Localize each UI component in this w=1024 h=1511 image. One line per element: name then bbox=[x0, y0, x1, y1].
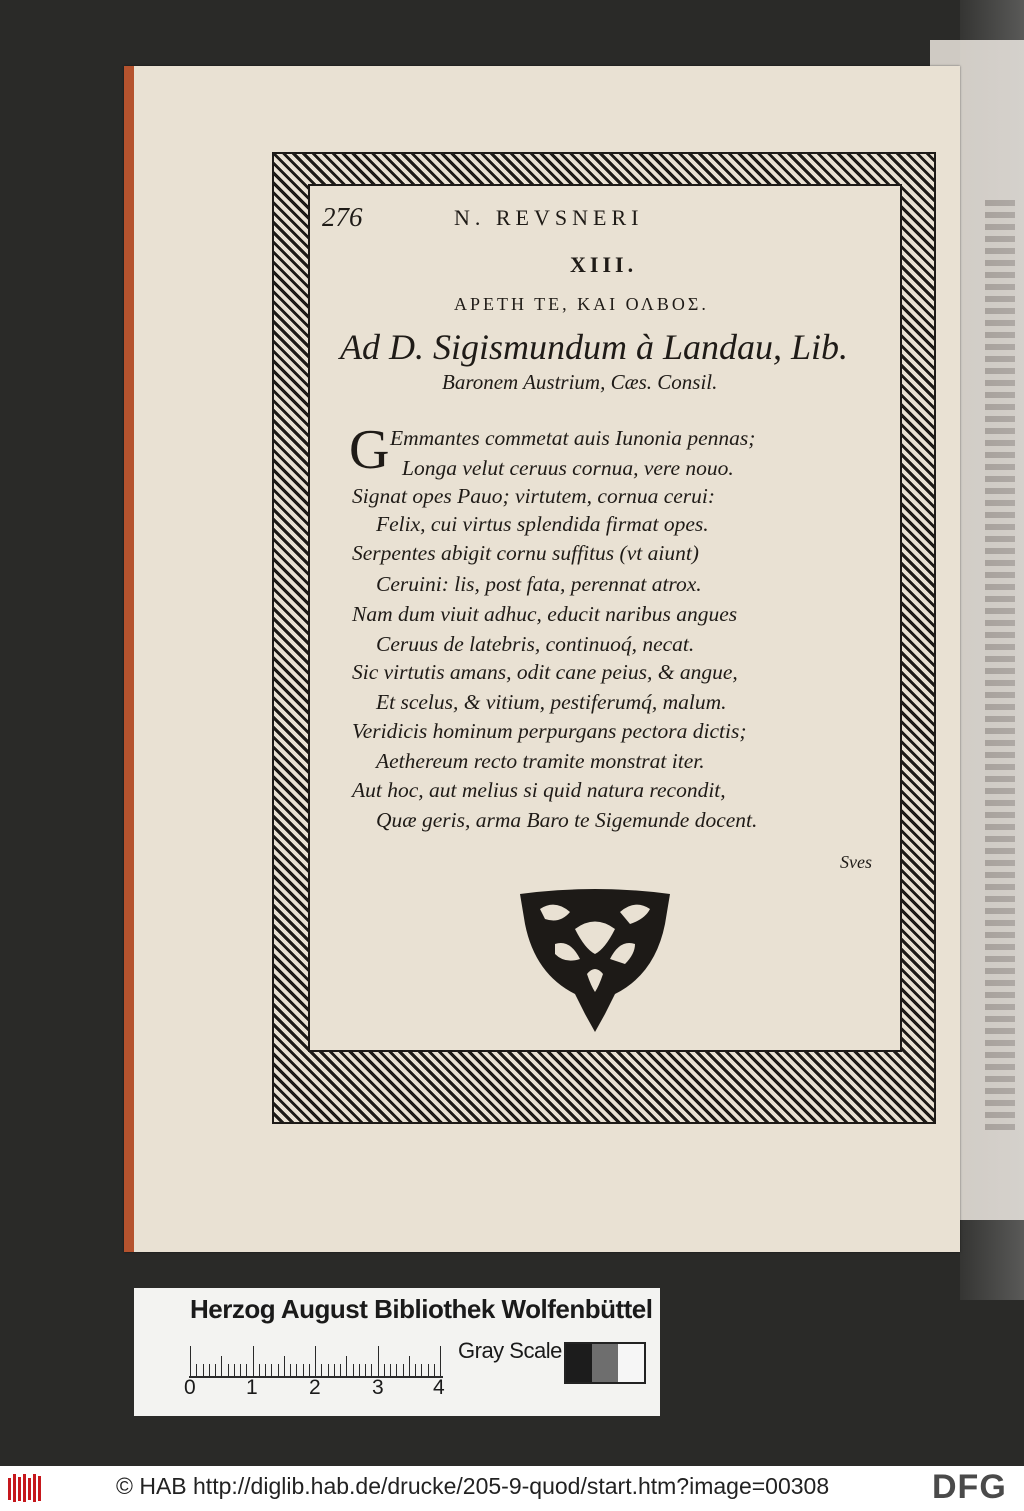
ruler-label: 2 bbox=[309, 1376, 321, 1399]
ruler-tick bbox=[240, 1364, 241, 1378]
ruler-tick bbox=[353, 1364, 354, 1378]
ruler-tick bbox=[221, 1356, 222, 1378]
ruler-tick bbox=[228, 1364, 229, 1378]
ruler-label: 0 bbox=[184, 1376, 196, 1399]
ruler-tick bbox=[390, 1364, 391, 1378]
page-number: 276 bbox=[322, 202, 363, 232]
ruler-tick bbox=[196, 1364, 197, 1378]
verse-line: Veridicis hominum perpurgans pectora dictis; bbox=[352, 719, 747, 743]
ruler-tick bbox=[259, 1364, 260, 1378]
swatch-gray bbox=[592, 1344, 618, 1382]
verse-line: Nam dum viuit adhuc, educit naribus angues bbox=[352, 602, 738, 626]
ruler-tick bbox=[265, 1364, 266, 1378]
ruler-tick bbox=[440, 1346, 441, 1378]
hab-logo-icon bbox=[8, 1474, 42, 1504]
ruler-tick bbox=[421, 1364, 422, 1378]
poem-title: Ad D. Sigismundum à Landau, Lib. bbox=[340, 327, 849, 367]
ruler-tick bbox=[403, 1364, 404, 1378]
running-header: N. REVSNERI bbox=[454, 205, 644, 230]
ruler-tick bbox=[284, 1356, 285, 1378]
swatch-black bbox=[566, 1344, 592, 1382]
verse-line: Quæ geris, arma Baro te Sigemunde docent. bbox=[376, 808, 758, 832]
ruler-tick bbox=[428, 1364, 429, 1378]
verse-line: Aethereum recto tramite monstrat iter. bbox=[376, 749, 705, 773]
card-title: Herzog August Bibliothek Wolfenbüttel bbox=[190, 1294, 653, 1324]
ruler-tick bbox=[315, 1346, 316, 1378]
ruler-tick bbox=[234, 1364, 235, 1378]
verse-line: Et scelus, & vitium, pestiferumq́, malum. bbox=[376, 690, 727, 714]
ornament-icon bbox=[515, 884, 675, 1034]
verse-line: Sic virtutis amans, odit cane peius, & angue, bbox=[352, 660, 738, 684]
verse-line: Felix, cui virtus splendida firmat opes. bbox=[376, 512, 709, 536]
ruler-label: 1 bbox=[246, 1376, 258, 1399]
plastic-sleeve bbox=[960, 0, 1024, 1300]
verse-line: Aut hoc, aut melius si quid natura recondit, bbox=[352, 778, 726, 802]
ruler-tick bbox=[278, 1364, 279, 1378]
footer-link[interactable]: © HAB http://diglib.hab.de/drucke/205-9-quod/start.htm?image=00308 bbox=[116, 1473, 830, 1499]
ruler-tick bbox=[384, 1364, 385, 1378]
verse-line: Emmantes commetat auis Iunonia pennas; bbox=[390, 426, 756, 450]
ruler-tick bbox=[253, 1346, 254, 1378]
verse-line: Longa velut ceruus cornua, vere nouo. bbox=[402, 456, 734, 480]
swatch-white bbox=[618, 1344, 644, 1382]
gray-scale-label: Gray Scale bbox=[458, 1338, 562, 1363]
ruler-tick bbox=[396, 1364, 397, 1378]
ruler-tick bbox=[334, 1364, 335, 1378]
ruler-tick bbox=[203, 1364, 204, 1378]
dfg-logo: DFG bbox=[932, 1468, 1007, 1506]
verse-line: Signat opes Pauo; virtutem, cornua cerui: bbox=[352, 484, 716, 508]
poem-numeral: XIII. bbox=[570, 252, 638, 277]
ruler-tick bbox=[190, 1346, 191, 1378]
ruler-tick bbox=[359, 1364, 360, 1378]
greek-motto: ΑΡΕΤΗ ΤΕ, ΚΑΙ ΟΛΒΟΣ. bbox=[454, 294, 709, 314]
ruler-tick bbox=[340, 1364, 341, 1378]
verse-line: Serpentes abigit cornu suffitus (vt aiunt) bbox=[352, 541, 699, 565]
verse-line: Ceruini: lis, post fata, perennat atrox. bbox=[376, 572, 702, 596]
ruler-tick bbox=[209, 1364, 210, 1378]
ruler-tick bbox=[271, 1364, 272, 1378]
ruler-tick bbox=[346, 1356, 347, 1378]
ruler-tick bbox=[365, 1364, 366, 1378]
verse-line: Ceruus de latebris, continuoq́, necat. bbox=[376, 632, 695, 656]
poem-subtitle: Baronem Austrium, Cæs. Consil. bbox=[442, 370, 718, 394]
drop-cap: G bbox=[349, 419, 390, 481]
ruler-tick bbox=[409, 1356, 410, 1378]
page-edge bbox=[124, 66, 134, 1252]
ruler-tick bbox=[215, 1364, 216, 1378]
catchword: Sves bbox=[840, 852, 872, 872]
ruler-tick bbox=[296, 1364, 297, 1378]
ruler-tick bbox=[321, 1364, 322, 1378]
ruler-label: 4 bbox=[433, 1376, 445, 1399]
ruler-tick bbox=[303, 1364, 304, 1378]
ruler-label: 3 bbox=[372, 1376, 384, 1399]
ruler-tick bbox=[378, 1346, 379, 1378]
ruler-tick bbox=[328, 1364, 329, 1378]
gray-scale-swatches bbox=[564, 1342, 646, 1384]
ruler-tick bbox=[415, 1364, 416, 1378]
ruler-tick bbox=[290, 1364, 291, 1378]
